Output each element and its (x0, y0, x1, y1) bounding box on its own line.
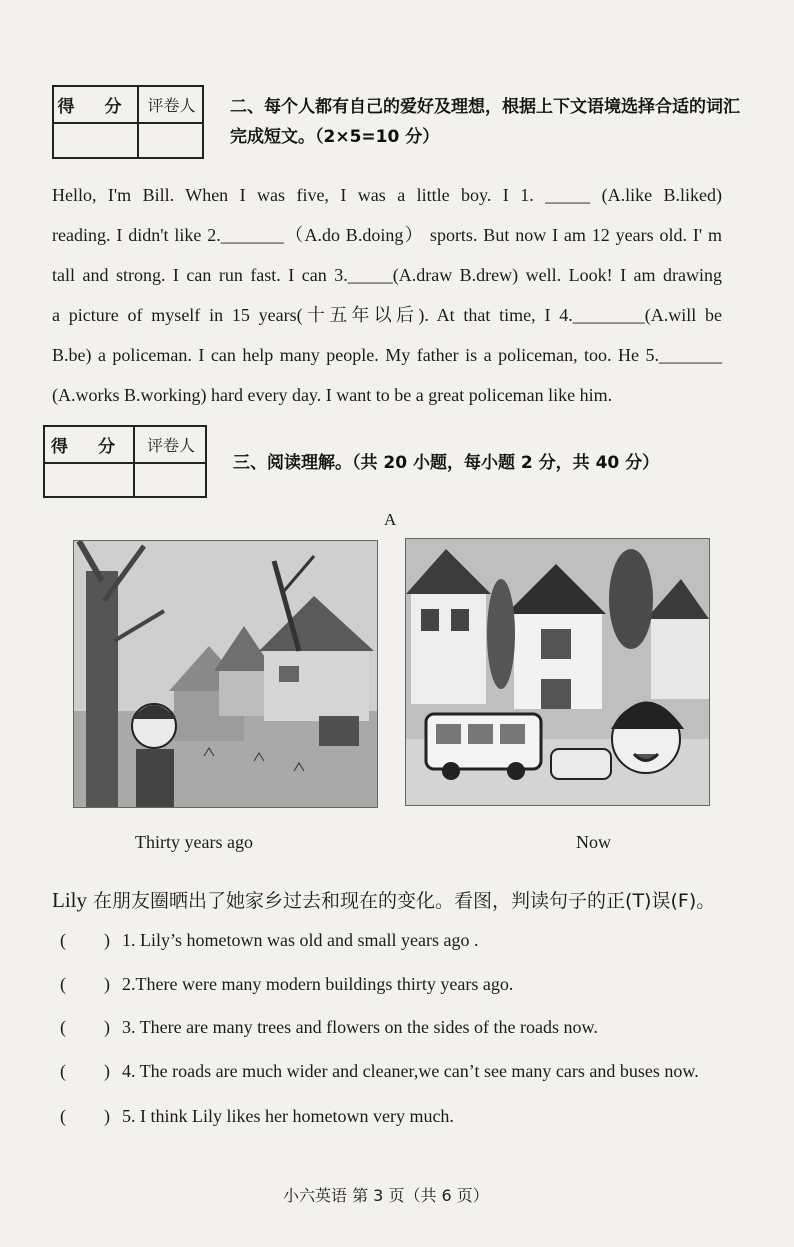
question-text: 5. I think Lily likes her hometown very much. (122, 1106, 454, 1126)
answer-paren-left: ( (60, 930, 66, 950)
passage-line: B.be) a policeman. I can help many people. My father is a policeman, too. He 5._______ (52, 345, 722, 365)
section2-heading: 二、每个人都有自己的爱好及理想，根据上下文语境选择合适的词汇完成短文。（2×5=10 分） (230, 97, 740, 147)
question-text: 1. Lily’s hometown was old and small years ago . (122, 930, 479, 950)
question-text: 2.There were many modern buildings thirty years ago. (122, 974, 514, 994)
passage-line: Hello, I'm Bill. When I was five, I was a little boy. I 1. _____ (A.like B.liked) (52, 185, 722, 205)
town-drawing (406, 539, 709, 805)
score-box-section3 (43, 425, 207, 498)
tf-question (60, 974, 513, 995)
tf-question (60, 1061, 699, 1082)
question-text: 4. The roads are much wider and cleaner,we can’t see many cars and buses now. (122, 1061, 699, 1081)
reading-part-label: A (384, 510, 397, 529)
reading-instruction (52, 886, 715, 913)
answer-paren-left: ( (60, 1061, 66, 1081)
instruction-name: Lily (52, 888, 87, 912)
answer-paren-right: ) (104, 974, 110, 994)
caption-thirty-years-ago: Thirty years ago (135, 832, 253, 852)
answer-paren-right: ) (104, 1061, 110, 1081)
answer-paren-left: ( (60, 1106, 66, 1126)
passage-line: a picture of myself in 15 years(十五年以后). At that time, I 4.________(A.will be (52, 305, 722, 325)
village-drawing (74, 541, 377, 807)
answer-paren-left: ( (60, 974, 66, 994)
page-footer: 小六英语 第 3 页（共 6 页） (283, 1186, 489, 1205)
grader-label: 评卷人 (147, 96, 196, 115)
score-label: 得 分 (57, 97, 134, 117)
passage-line: (A.works B.working) hard every day. I want to be a great policeman like him. (52, 385, 613, 405)
caption-now: Now (576, 832, 611, 852)
answer-paren-left: ( (60, 1017, 66, 1037)
answer-paren-right: ) (104, 1017, 110, 1037)
grader-label: 评卷人 (146, 435, 195, 455)
score-box-divider (45, 462, 205, 464)
illustration-now (405, 538, 710, 806)
instruction-text: 在朋友圈晒出了她家乡过去和现在的变化。看图，判读句子的正(T)误(F)。 (87, 890, 716, 912)
illustration-thirty-years-ago (73, 540, 378, 808)
answer-paren-right: ) (104, 1106, 110, 1126)
section3-heading: 三、阅读理解。（共 20 小题，每小题 2 分，共 40 分） (233, 453, 660, 473)
answer-paren-right: ) (104, 930, 110, 950)
score-box-section2 (52, 85, 204, 159)
tf-question (60, 930, 478, 951)
passage-line: tall and strong. I can run fast. I can 3._____(A.draw B.drew) well. Look! I am drawing (52, 265, 722, 285)
cloze-passage (52, 175, 722, 415)
score-label: 得 分 (51, 436, 127, 457)
passage-line: reading. I didn't like 2._______（A.do B.doing） sports. But now I am 12 years old. I' m (52, 225, 722, 245)
score-box-divider (54, 122, 202, 124)
tf-question (60, 1106, 454, 1127)
tf-question (60, 1017, 598, 1038)
question-text: 3. There are many trees and flowers on the sides of the roads now. (122, 1017, 598, 1037)
